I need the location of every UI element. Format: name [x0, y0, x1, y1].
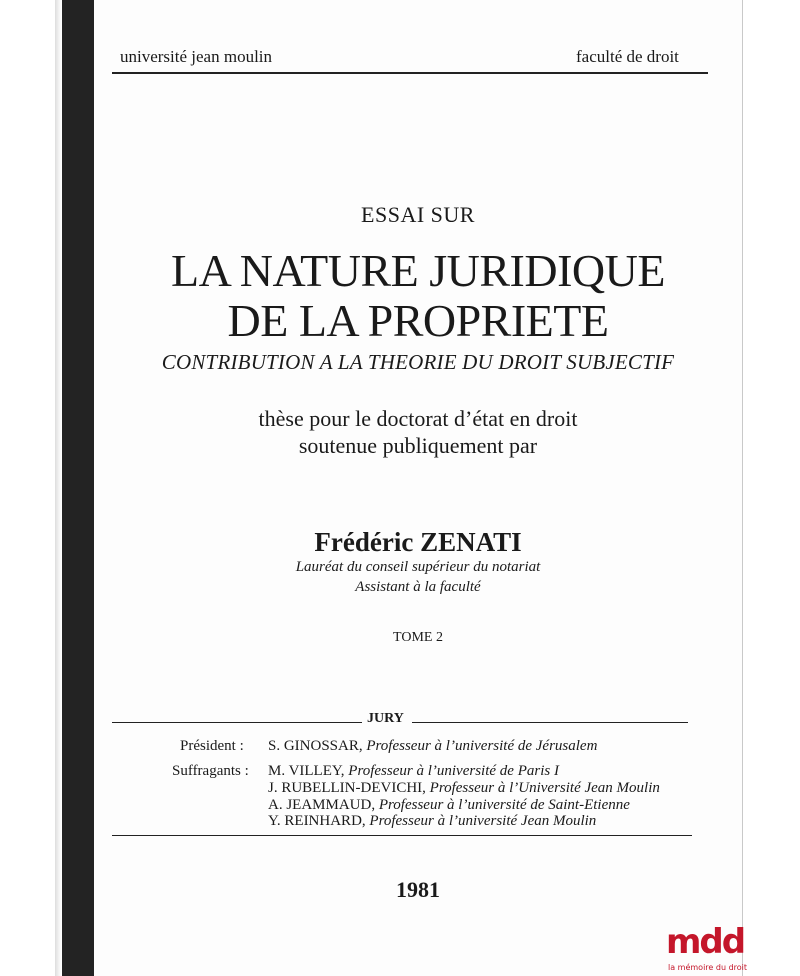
- jury-member: [268, 780, 660, 797]
- main-title-line-2: DE LA PROPRIETE: [227, 295, 609, 346]
- member-name: Y. REINHARD,: [268, 813, 366, 829]
- author-title-2: Assistant à la faculté: [355, 579, 481, 595]
- thesis-line-2: soutenue publiquement par: [298, 433, 538, 458]
- member-name: A. JEAMMAUD,: [268, 797, 376, 813]
- jury-member: [268, 763, 559, 780]
- university-name: université jean moulin: [120, 47, 273, 66]
- faculty-name: faculté de droit: [576, 47, 679, 66]
- president-label: Président :: [180, 738, 244, 754]
- binding-spine: [62, 0, 94, 976]
- header-rule: [112, 72, 708, 74]
- author-title-1: Lauréat du conseil supérieur du notariat: [295, 559, 541, 575]
- subtitle: CONTRIBUTION A LA THEORIE DU DROIT SUBJECTIF: [161, 350, 675, 374]
- jury-heading: JURY: [367, 711, 404, 726]
- member-title: Professeur à l’Université Jean Moulin: [429, 780, 660, 796]
- member-name: S. GINOSSAR,: [268, 738, 363, 754]
- jury-rule-left: [112, 722, 362, 723]
- page-shadow: [55, 0, 61, 976]
- member-title: Professeur à l’université de Paris I: [348, 763, 559, 779]
- jury-member: [268, 813, 596, 830]
- suffragants-label: Suffragants :: [172, 763, 249, 779]
- jury-member: [268, 738, 597, 755]
- publication-year: 1981: [396, 877, 440, 902]
- jury-member: [268, 797, 630, 814]
- main-title-line-1: LA NATURE JURIDIQUE: [171, 245, 665, 296]
- member-title: Professeur à l’université Jean Moulin: [369, 813, 597, 829]
- member-title: Professeur à l’université de Saint-Etienne: [378, 797, 630, 813]
- member-title: Professeur à l’université de Jérusalem: [366, 738, 598, 754]
- logo-mark: mdd: [666, 922, 745, 962]
- logo-tagline: la mémoire du droit: [668, 963, 748, 972]
- title-prefix: ESSAI SUR: [361, 202, 475, 227]
- volume-number: TOME 2: [393, 630, 443, 645]
- member-name: M. VILLEY,: [268, 763, 345, 779]
- jury-rule-right: [412, 722, 688, 723]
- author-name: Frédéric ZENATI: [314, 527, 522, 557]
- jury-bottom-rule: [112, 835, 692, 836]
- member-name: J. RUBELLIN-DEVICHI,: [268, 780, 426, 796]
- mdd-logo: [662, 922, 752, 976]
- thesis-line-1: thèse pour le doctorat d’état en droit: [258, 406, 578, 431]
